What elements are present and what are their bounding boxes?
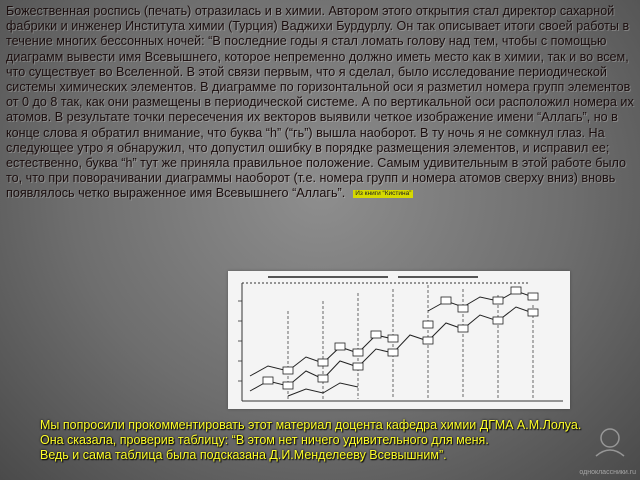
comment-block bbox=[40, 418, 610, 464]
comment-line-1: Мы попросили прокомментировать этот материал доцента кафедра химии ДГМА А.М.Лолуа. bbox=[40, 418, 582, 432]
watermark-text: одноклассники.ru bbox=[579, 469, 636, 476]
periodic-diagram-image bbox=[228, 271, 570, 409]
article-text: Божественная роспись (печать) отразилась и в химии. Автором этого открытия стал директор сахарной фабрики и инженер Института химии (Турция) Ваджихи Бурдурлу. Он так описывает итоги своей работы в течение многих бессонных ночей: “В последние годы я стал ломать голову над тем, чтобы с помощью диаграмм вывести имя Всевышнего, которое непременно должно иметь место как в химии, так и во всем, что существует во Вселенной. В этой связи первым, что я сделал, было исследование периодической системы химических элементов. В диаграмме по горизонтальной оси я разметил номера групп элементов от 0 до 8 так, как они размещены в периодической системе. А по вертикальной оси расположил номера их атомов. В результате точки пересечения их векторов выявили четкое изображение имени “Аллагь”, но в конце слова я обратил внимание, что буква “h” (“гь”) вышла наоборот. В ту ночь я не сомкнул глаз. На следующее утро я обнаружил, что допустил ошибку в порядке размещения элементов, и исправил ее; естественно, буква “h” тут же приняла правильное положение. Самым удивительным в этой работе было то, что при поворачивании диаграммы наоборот (т.е. номера групп и номера атомов сверху вниз) вновь появлялось четко выраженное имя Всевышнего “Аллагь”. bbox=[6, 4, 634, 201]
source-label: Из книги “Кистина” bbox=[355, 190, 412, 198]
watermark-logo-icon bbox=[586, 422, 634, 462]
comment-line-3: Ведь и сама таблица была подсказана Д.И.Менделееву Всевышним”. bbox=[40, 448, 447, 463]
periodic-diagram-svg bbox=[228, 271, 570, 409]
article-text-block bbox=[6, 4, 636, 202]
article-paragraph bbox=[6, 4, 636, 202]
comment-line-2: Она сказала, проверив таблицу: “В этом нет ничего удивительного для меня. bbox=[40, 433, 489, 448]
